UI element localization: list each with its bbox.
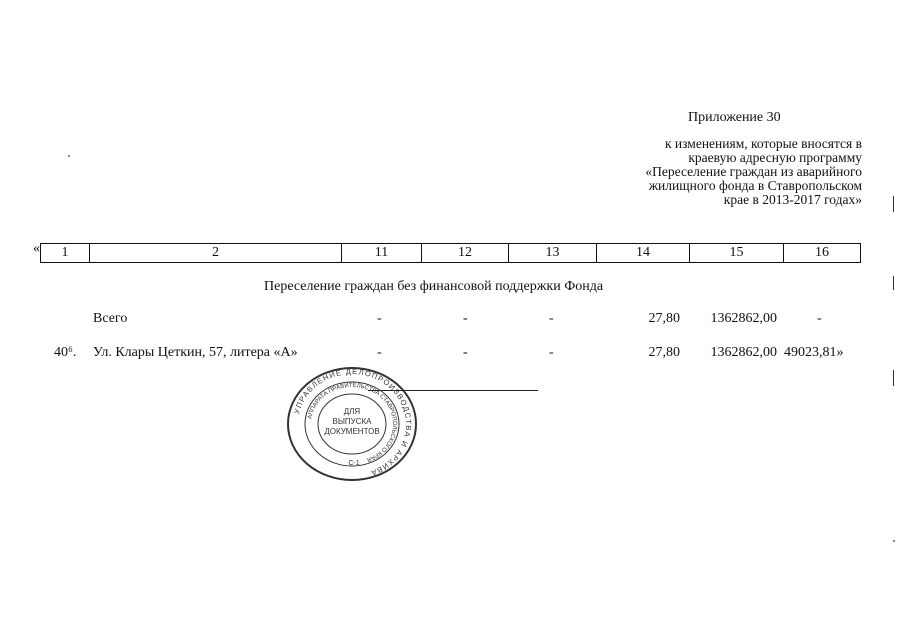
row-name: Ул. Клары Цеткин, 57, литера «А» [93, 345, 298, 360]
cell-col-14: 27,80 [648, 311, 680, 326]
seal-code: С-1 [348, 460, 360, 467]
scan-edge-mark [893, 370, 894, 386]
column-header: 14 [597, 244, 690, 263]
cell-col-15: 1362862,00 [710, 345, 777, 360]
column-header: 1 [41, 244, 90, 263]
table-header-row [41, 244, 861, 263]
cell-col-11: - [377, 311, 382, 326]
section-title: Переселение граждан без финансовой поддержки Фонда [264, 279, 604, 294]
seal-center-line: ДОКУМЕНТОВ [324, 427, 380, 436]
opening-quote: « [33, 241, 40, 256]
scan-speck [68, 155, 70, 157]
column-header: 2 [90, 244, 342, 263]
appendix-desc-line: жилищного фонда в Ставропольском [648, 178, 862, 193]
cell-col-16: - [817, 311, 822, 326]
row-number: 40⁶. [54, 345, 77, 360]
appendix-desc-line: краевую адресную программу [688, 150, 862, 165]
seal-center-line: ВЫПУСКА [332, 417, 372, 426]
column-header: 16 [784, 244, 861, 263]
appendix-desc-line: «Переселение граждан из аварийного [645, 164, 862, 179]
cell-col-13: - [549, 345, 554, 360]
appendix-description [600, 137, 862, 207]
seal-inner-text: АППАРАТА ПРАВИТЕЛЬСТВА СТАВРОПОЛЬСКОГО КРАЯ [307, 382, 398, 463]
column-header: 15 [690, 244, 784, 263]
appendix-title: Приложение 30 [688, 110, 781, 125]
appendix-desc-line: к изменениям, которые вносятся в [664, 136, 862, 151]
cell-col-12: - [463, 311, 468, 326]
cell-col-15: 1362862,00 [710, 311, 777, 326]
scan-edge-mark [893, 196, 894, 212]
scan-edge-mark [893, 276, 894, 290]
appendix-desc-line: крае в 2013-2017 годах» [723, 192, 862, 207]
cell-col-16: 49023,81» [784, 345, 844, 360]
column-header-table [40, 243, 861, 263]
seal-center-line: ДЛЯ [343, 407, 361, 416]
cell-col-11: - [377, 345, 382, 360]
cell-col-13: - [549, 311, 554, 326]
seal-outer-text: УПРАВЛЕНИЕ ДЕЛОПРОИЗВОДСТВА И АРХИВА [292, 366, 414, 478]
cell-col-14: 27,80 [648, 345, 680, 360]
column-header: 13 [509, 244, 597, 263]
column-header: 12 [422, 244, 509, 263]
row-name: Всего [93, 311, 128, 326]
official-seal [284, 366, 420, 482]
column-header: 11 [342, 244, 422, 263]
cell-col-12: - [463, 345, 468, 360]
scan-speck [893, 540, 895, 542]
